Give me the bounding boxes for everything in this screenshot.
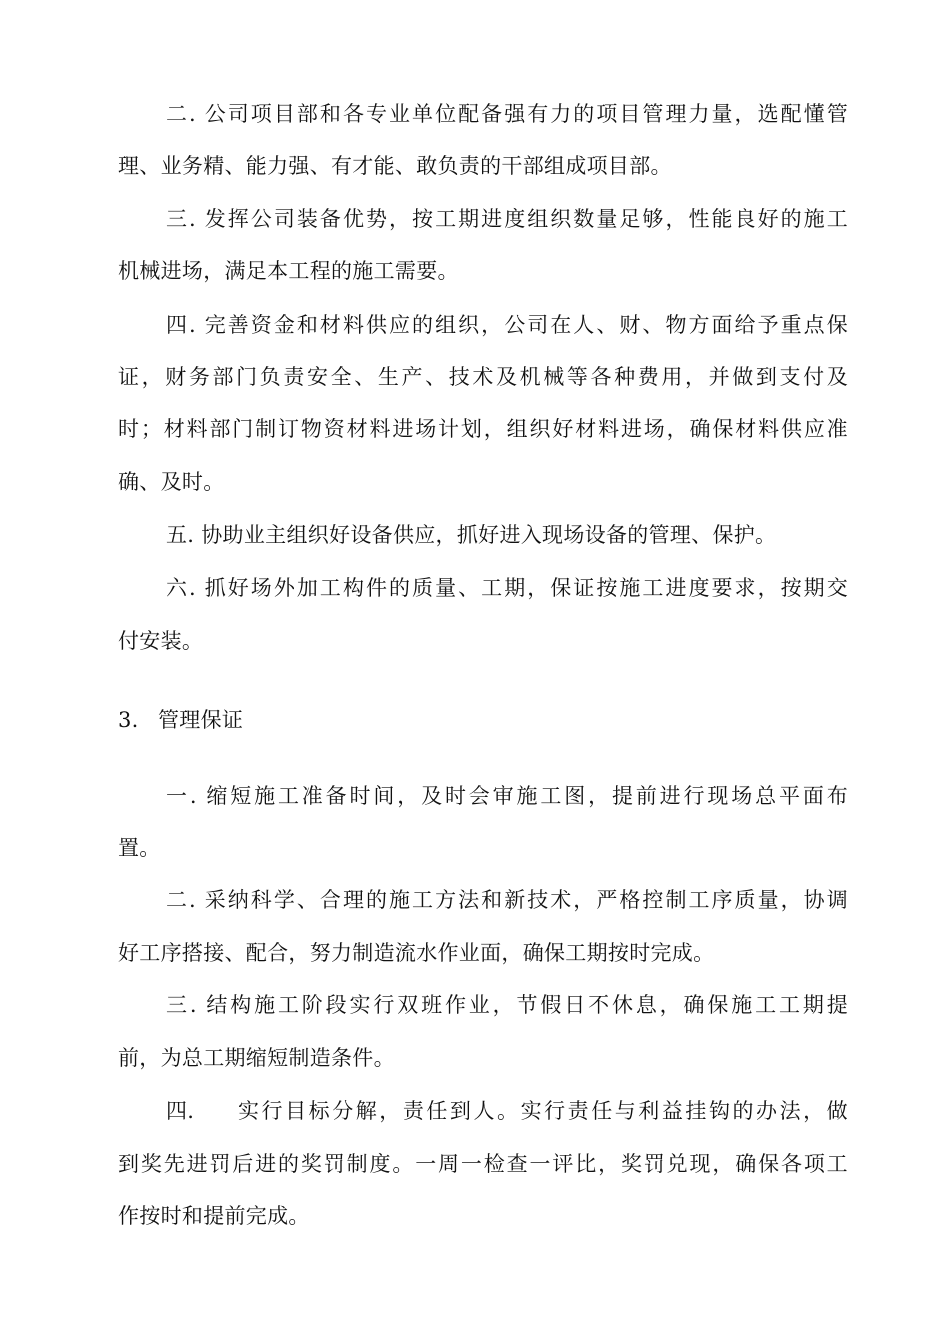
section-title: 管理保证 <box>158 708 244 732</box>
paragraph-line: 证，财务部门负责安全、生产、技术及机械等各种费用，并做到支付及 <box>118 365 848 389</box>
paragraph-line: 理、业务精、能力强、有才能、敢负责的干部组成项目部。 <box>118 154 672 178</box>
paragraph-line: 到奖先进罚后进的奖罚制度。一周一检查一评比，奖罚兑现，确保各项工 <box>118 1152 848 1176</box>
paragraph-line: 三. 结构施工阶段实行双班作业，节假日不休息，确保施工工期提 <box>166 993 848 1017</box>
paragraph-line: 前，为总工期缩短制造条件。 <box>118 1046 395 1070</box>
item-text: 实行目标分解，责任到人。实行责任与利益挂钩的办法，做 <box>238 1099 848 1123</box>
item-marker: 四. <box>166 1099 195 1123</box>
paragraph-line: 置。 <box>118 836 161 860</box>
paragraph-line: 六. 抓好场外加工构件的质量、工期，保证按施工进度要求，按期交 <box>166 576 848 600</box>
section-heading <box>118 705 848 735</box>
paragraph-line: 作按时和提前完成。 <box>118 1204 310 1228</box>
paragraph-line <box>166 1096 848 1126</box>
paragraph-line: 机械进场，满足本工程的施工需要。 <box>118 259 459 283</box>
paragraph-line: 二. 公司项目部和各专业单位配备强有力的项目管理力量，选配懂管 <box>166 102 848 126</box>
paragraph-line: 三. 发挥公司装备优势，按工期进度组织数量足够，性能良好的施工 <box>166 207 848 231</box>
paragraph-line: 四. 完善资金和材料供应的组织，公司在人、财、物方面给予重点保 <box>166 313 848 337</box>
section-number: 3. <box>118 708 139 732</box>
paragraph-line: 二. 采纳科学、合理的施工方法和新技术，严格控制工序质量，协调 <box>166 888 848 912</box>
paragraph-line: 一. 缩短施工准备时间，及时会审施工图，提前进行现场总平面布 <box>166 784 848 808</box>
paragraph-line: 时；材料部门制订物资材料进场计划，组织好材料进场，确保材料供应准 <box>118 417 848 441</box>
paragraph-line: 付安装。 <box>118 629 204 653</box>
paragraph-line: 好工序搭接、配合，努力制造流水作业面，确保工期按时完成。 <box>118 941 715 965</box>
paragraph-line: 五. 协助业主组织好设备供应，抓好进入现场设备的管理、保护。 <box>166 523 777 547</box>
paragraph-line: 确、及时。 <box>118 470 225 494</box>
